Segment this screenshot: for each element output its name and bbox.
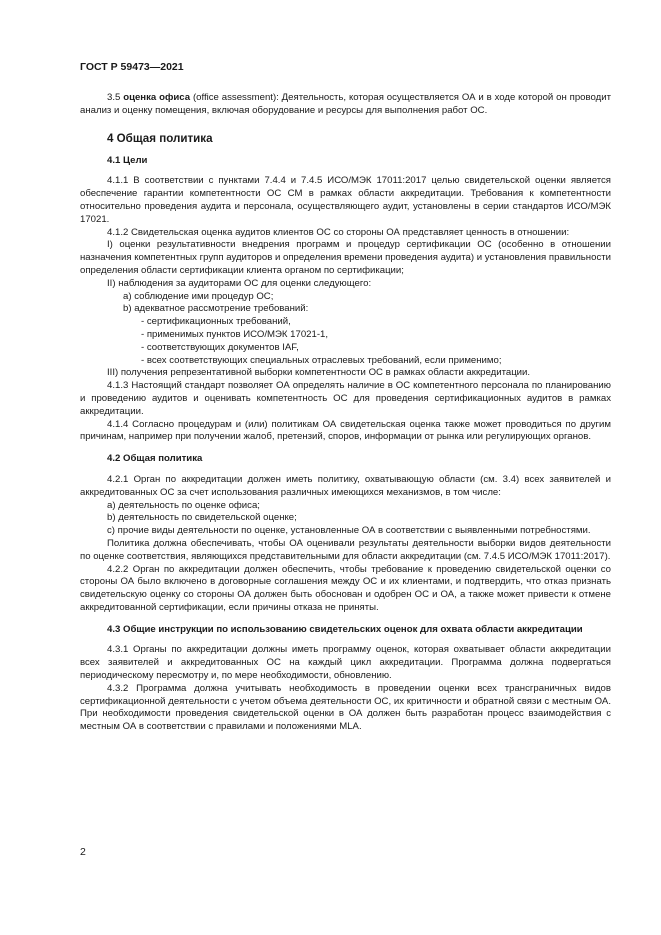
paragraph-4-1-1: 4.1.1 В соответствии с пунктами 7.4.4 и 7.4.5 ИСО/МЭК 17011:2017 целью свидетельской оценки является обеспечение гарантии компетентности ОС СМ в рамках области аккредитации. Требования к компетентности относительно проведения аудита и персонала, осуществляющего аудит, установлены в серии стандартов ИСО/МЭК 17021. [80, 175, 611, 225]
page-number: 2 [80, 846, 86, 858]
activity-item-a: a) деятельность по оценке офиса; [107, 499, 260, 511]
activity-item-c: c) прочие виды деятельности по оценке, установленные ОА в соответствии с выявленными потребностями. [107, 525, 591, 537]
definition-text: (office assessment): Деятельность, которая осуществляется ОА и в ходе которой он проводит анализ и оценку помещения, включая оборудование и ресурсы для выполнения работ ОС. [80, 92, 611, 116]
list-item-II: II) наблюдения за аудиторами ОС для оценки следующего: [107, 277, 372, 289]
document-header: ГОСТ Р 59473—2021 [80, 61, 184, 73]
page-content [80, 92, 611, 734]
paragraph-policy: Политика должна обеспечивать, чтобы ОА оценивали результаты деятельности выборки видов деятельности по оценке соответствия, являющихся представительными для области аккредитации (см. 7.4.5 ИСО/МЭК 17011:2017). [80, 537, 611, 562]
list-item-a: a) соблюдение ими процедур ОС; [123, 290, 274, 302]
list-item-III: III) получения репрезентативной выборки компетентности ОС в рамках области аккредитации. [107, 367, 531, 379]
section-4-title: 4 Общая политика [107, 131, 213, 145]
list-item-I: I) оценки результативности внедрения программ и процедур сертификации ОС (особенно в отношении назначения компетентных групп аудиторов и определения времени проведения аудита) и установления правильности определения области сертификации клиента органом по сертификации; [80, 239, 611, 276]
dash-item-3: - соответствующих документов IAF, [141, 341, 299, 353]
paragraph-4-1-2: 4.1.2 Свидетельская оценка аудитов клиентов ОС со стороны ОА представляет ценность в отношении: [107, 226, 570, 238]
definition-3-5 [80, 92, 611, 118]
definition-number: 3.5 [107, 92, 121, 103]
section-4-3-title: 4.3 Общие инструкции по использованию свидетельских оценок для охвата области аккредитации [107, 623, 583, 635]
paragraph-4-2-2: 4.2.2 Орган по аккредитации должен обеспечить, чтобы требование к проведению свидетельской оценки со стороны ОА было включено в договорные соглашения между ОС и их клиентами, и подтвердить, что отказ признать свидетельскую оценку со стороны ОА должен быть обоснован и одобрен ОС и ОА, а также может привести к отмене аккредитованной сертификации, если причины отказа не приняты. [80, 563, 611, 613]
paragraph-4-3-2: 4.3.2 Программа должна учитывать необходимость в проведении оценки всех трансграничных видов сертификационной деятельности с учетом объема деятельности ОС, их критичности и обратной связи с местным ОА. При необходимости проведения свидетельской оценки в ОА должен быть разработан процесс взаимодействия с местным ОА в соответствии с правилами и положениями MLA. [80, 682, 611, 733]
dash-item-2: - применимых пунктов ИСО/МЭК 17021-1, [141, 328, 329, 340]
activity-item-b: b) деятельность по свидетельской оценке; [107, 512, 297, 524]
section-4-2-title: 4.2 Общая политика [107, 453, 203, 465]
section-4-1-title: 4.1 Цели [107, 154, 148, 166]
paragraph-4-1-3: 4.1.3 Настоящий стандарт позволяет ОА определять наличие в ОС компетентного персонала по планированию и проведению аудитов и оценивать компетентность ОС для проведения сертификационных аудитов в рамках аккредитации. [80, 380, 611, 417]
dash-item-1: - сертификационных требований, [141, 316, 291, 328]
paragraph-4-3-1: 4.3.1 Органы по аккредитации должны иметь программу оценок, которая охватывает области аккредитации всех заявителей и аккредитованных ОС на каждый цикл аккредитации. Программа должна подвергаться периодическому пересмотру и, по мере необходимости, обновлению. [80, 644, 611, 682]
dash-item-4: - всех соответствующих специальных отраслевых требований, если применимо; [141, 354, 502, 366]
paragraph-4-1-4: 4.1.4 Согласно процедурам и (или) политикам ОА свидетельская оценка также может проводиться по другим причинам, например при получении жалоб, претензий, споров, информации от рынка или регулирующих органов. [80, 418, 611, 443]
list-item-b: b) адекватное рассмотрение требований: [123, 303, 309, 315]
definition-term: оценка офиса [123, 92, 191, 103]
paragraph-4-2-1: 4.2.1 Орган по аккредитации должен иметь политику, охватывающую области (см. 3.4) всех заявителей и аккредитованных ОС за счет использования различных имеющихся механизмов, в том числе: [80, 473, 611, 498]
